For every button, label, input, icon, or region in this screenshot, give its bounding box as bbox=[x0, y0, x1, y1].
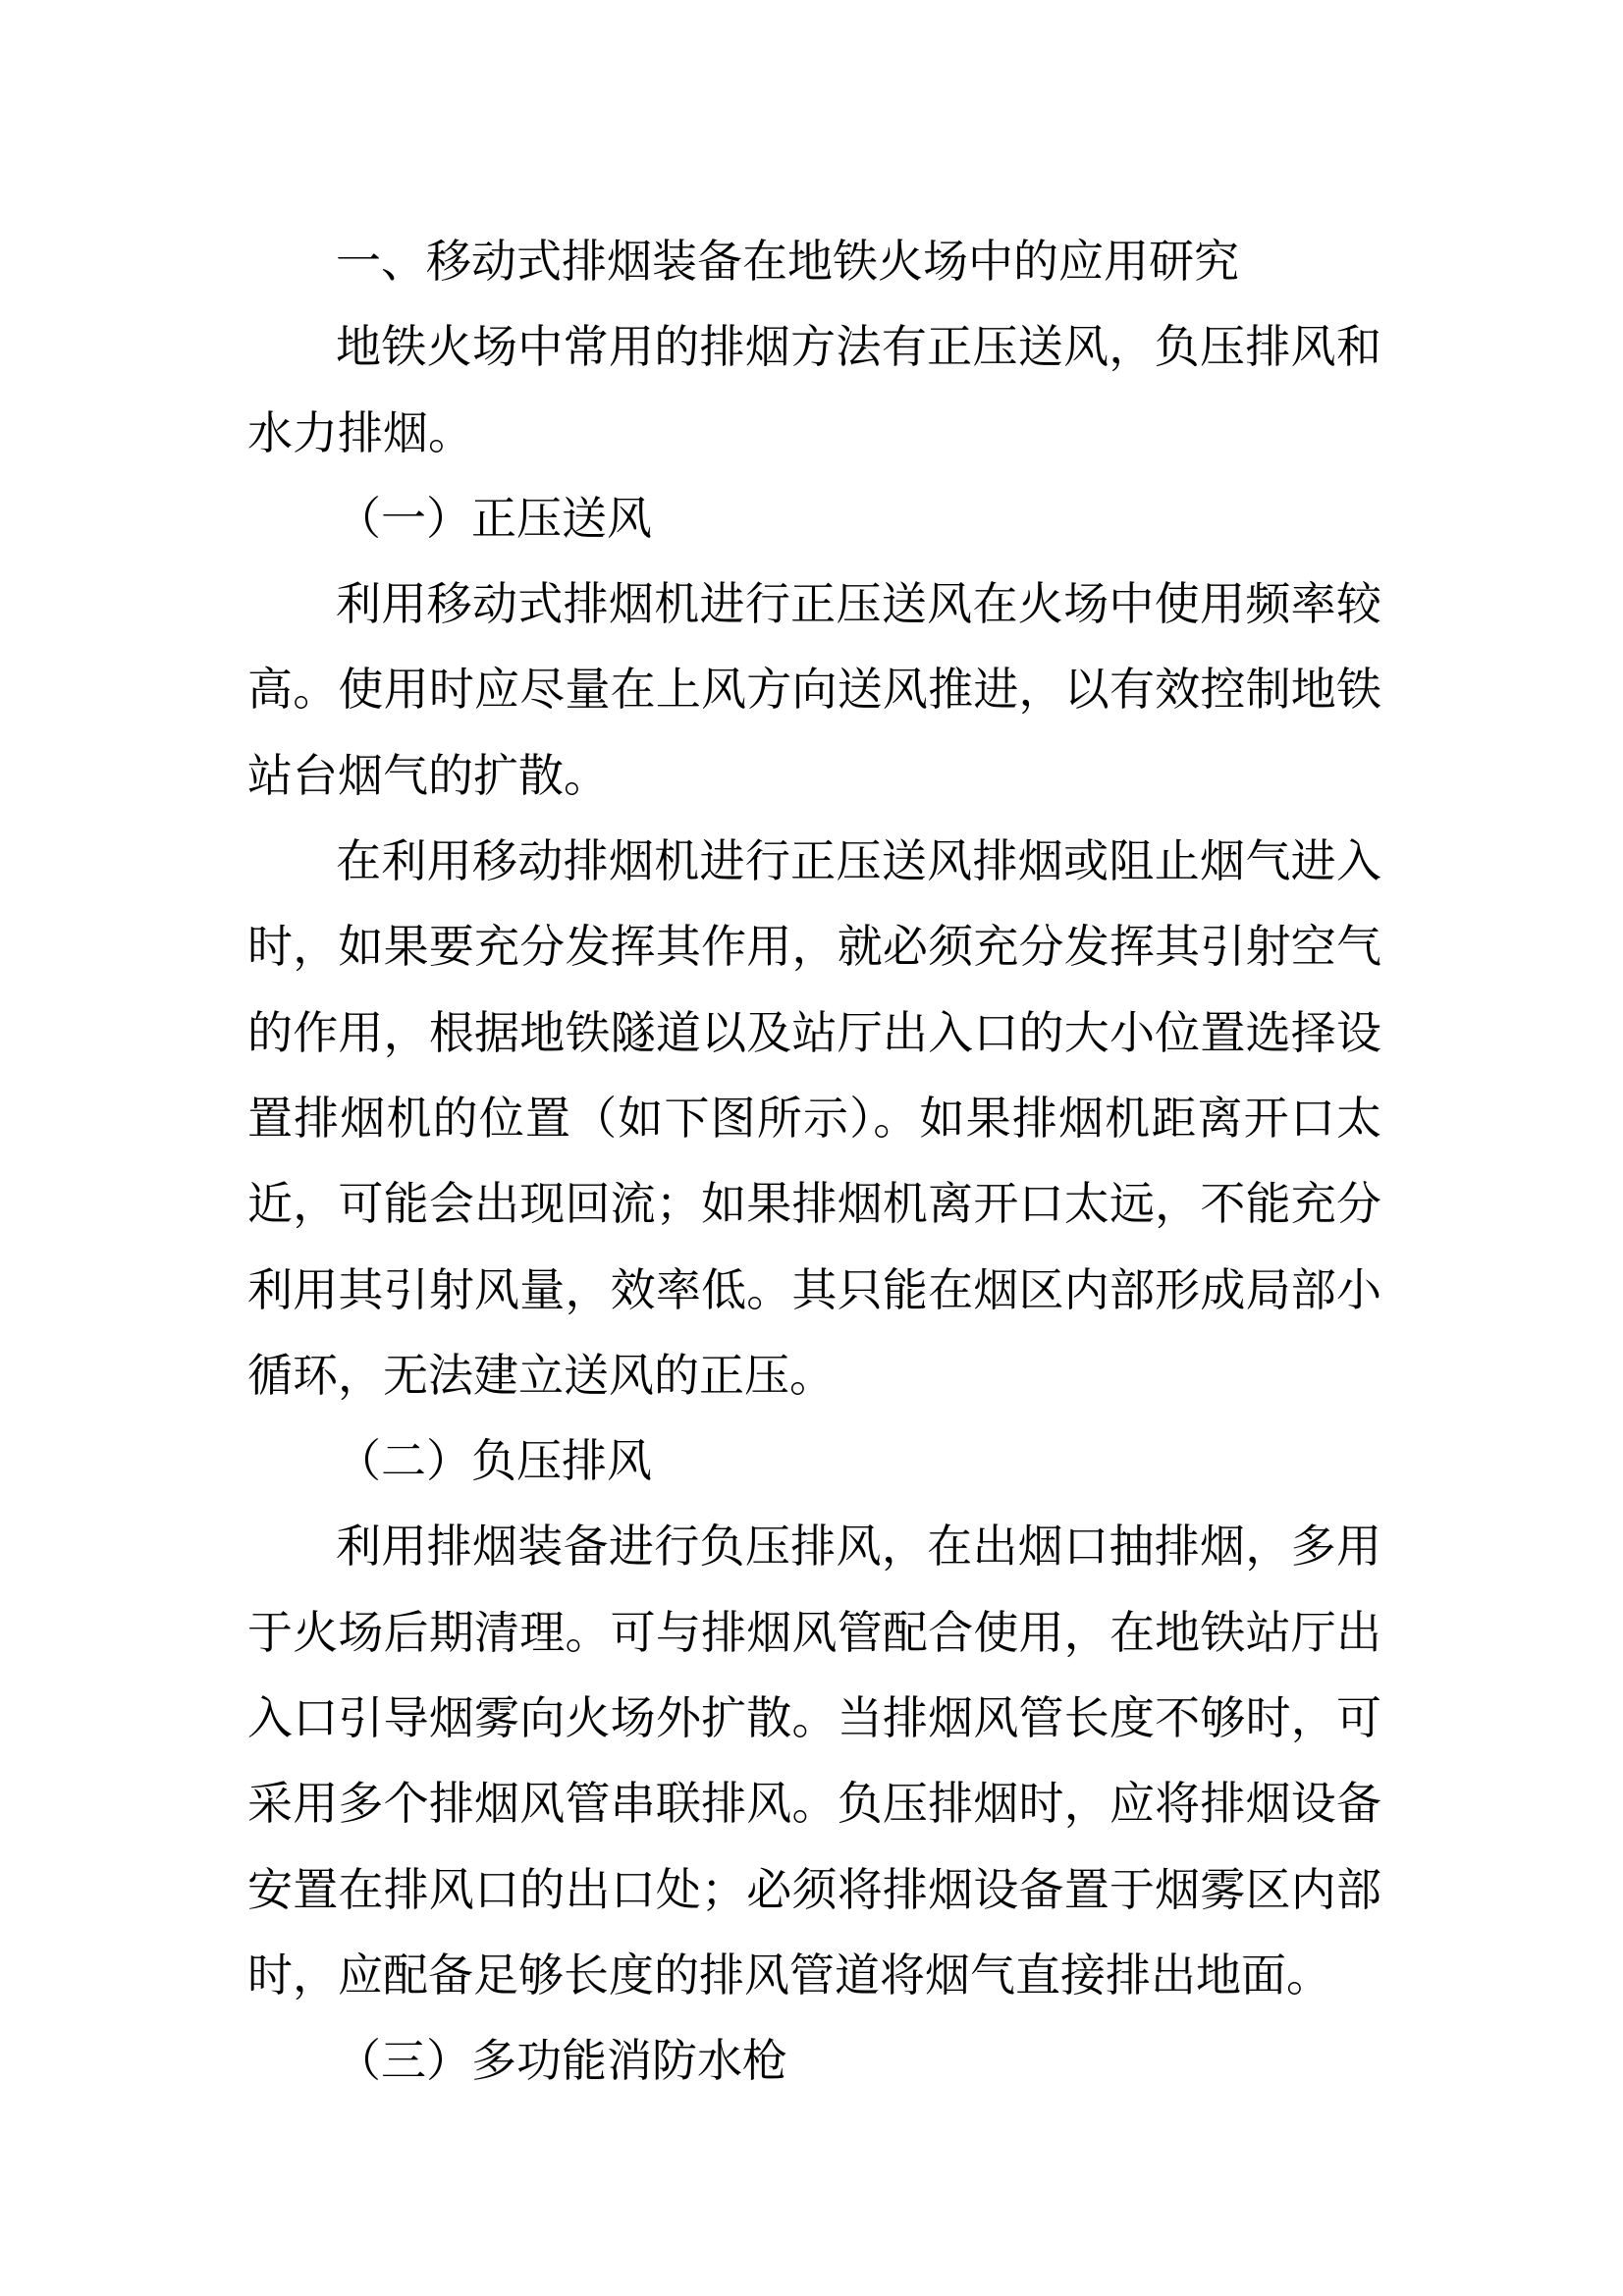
text-line: 近，可能会出现回流；如果排烟机离开口太远，不能充分 bbox=[247, 1177, 1381, 1231]
text-line: 地铁火场中常用的排烟方法有正压送风，负压排风和 bbox=[336, 320, 1381, 374]
document-body bbox=[247, 219, 1381, 2105]
text-line: 采用多个排烟风管串联排风。负压排烟时，应将排烟设备 bbox=[247, 1777, 1381, 1831]
text-line: 站台烟气的扩散。 bbox=[247, 748, 609, 802]
text-line: 利用其引射风量，效率低。其只能在烟区内部形成局部小 bbox=[247, 1262, 1381, 1316]
text-line: 一、移动式排烟装备在地铁火场中的应用研究 bbox=[336, 235, 1239, 288]
text-line: 循环，无法建立送风的正压。 bbox=[247, 1348, 835, 1402]
subsection-heading bbox=[247, 476, 1381, 561]
text-line: 入口引导烟雾向火场外扩散。当排烟风管长度不够时，可 bbox=[247, 1691, 1381, 1745]
text-line: 安置在排风口的出口处；必须将排烟设备置于烟雾区内部 bbox=[247, 1862, 1381, 1916]
text-line: 于火场后期清理。可与排烟风管配合使用，在地铁站厅出 bbox=[247, 1605, 1381, 1659]
text-line: 时，应配备足够长度的排风管道将烟气直接排出地面。 bbox=[247, 1948, 1331, 2002]
paragraph bbox=[247, 304, 1381, 476]
section-heading bbox=[247, 219, 1381, 304]
paragraph bbox=[247, 561, 1381, 819]
text-line: 置排烟机的位置（如下图所示）。如果排烟机距离开口太 bbox=[247, 1091, 1381, 1145]
paragraph bbox=[247, 819, 1381, 1418]
paragraph bbox=[247, 1504, 1381, 2018]
text-line: （一）正压送风 bbox=[336, 491, 652, 545]
text-line: 高。使用时应尽量在上风方向送风推进，以有效控制地铁 bbox=[247, 663, 1381, 717]
subsection-heading bbox=[247, 1418, 1381, 1504]
text-line: 利用排烟装备进行负压排风，在出烟口抽排烟，多用 bbox=[336, 1520, 1381, 1574]
text-line: 时，如果要充分发挥其作用，就必须充分发挥其引射空气 bbox=[247, 920, 1381, 974]
subsection-heading bbox=[247, 2018, 1381, 2104]
text-line: （三）多功能消防水枪 bbox=[336, 2034, 787, 2088]
text-line: 利用移动式排烟机进行正压送风在火场中使用频率较 bbox=[336, 577, 1381, 631]
text-line: 的作用，根据地铁隧道以及站厅出入口的大小位置选择设 bbox=[247, 1005, 1381, 1059]
text-line: 在利用移动排烟机进行正压送风排烟或阻止烟气进入 bbox=[336, 834, 1381, 888]
text-line: （二）负压排风 bbox=[336, 1434, 652, 1488]
text-line: 水力排烟。 bbox=[247, 405, 473, 459]
